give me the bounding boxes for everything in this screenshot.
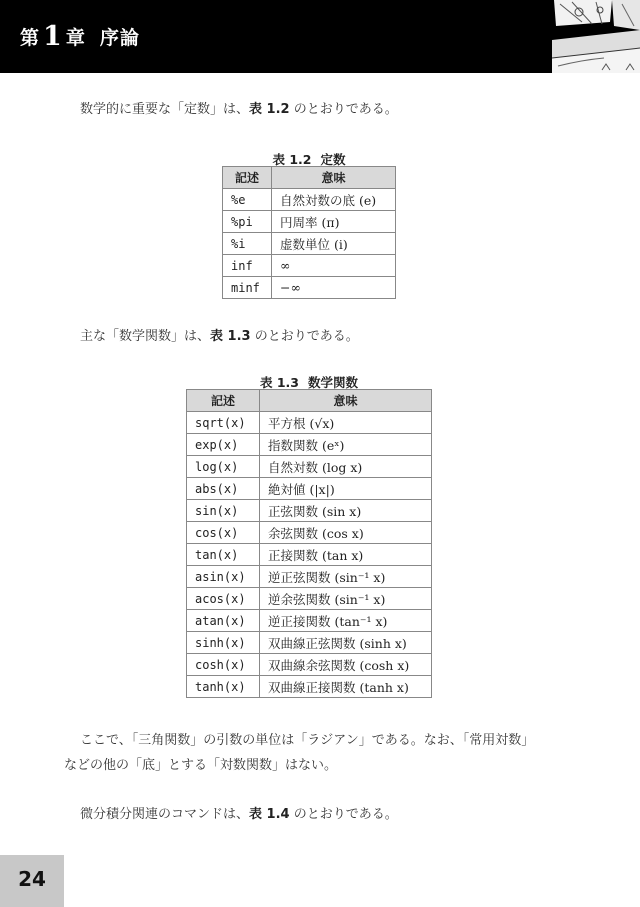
page-number-box (0, 855, 64, 907)
table-row (187, 654, 432, 676)
table-row (187, 522, 432, 544)
code-cell: inf (223, 255, 272, 277)
meaning-cell: 余弦関数 (cos x) (260, 522, 432, 544)
table-row (187, 478, 432, 500)
meaning-cell: 指数関数 (eˣ) (260, 434, 432, 456)
chapter-number: 1 (43, 21, 63, 52)
chapter-name: 序論 (99, 27, 140, 49)
code-cell: asin(x) (187, 566, 260, 588)
code-cell: sin(x) (187, 500, 260, 522)
meaning-cell: 円周率 (π) (272, 211, 396, 233)
paragraph-text: のとおりである。 (289, 807, 398, 822)
meaning-cell: −∞ (272, 277, 396, 299)
paragraph-text: 主な「数学関数」は、 (80, 329, 211, 344)
table-reference: 表 1.2 (249, 102, 290, 117)
meaning-cell: 双曲線正弦関数 (sinh x) (260, 632, 432, 654)
table-row (223, 255, 396, 277)
meaning-cell: 虚数単位 (i) (272, 233, 396, 255)
paragraph-text: 微分積分関連のコマンドは、 (80, 807, 250, 822)
code-cell: tan(x) (187, 544, 260, 566)
table-row (223, 189, 396, 211)
meaning-cell: 逆正弦関数 (sin⁻¹ x) (260, 566, 432, 588)
table-row (187, 434, 432, 456)
table-row (187, 456, 432, 478)
table-row (187, 412, 432, 434)
meaning-cell: 逆正接関数 (tan⁻¹ x) (260, 610, 432, 632)
table-row (187, 632, 432, 654)
code-cell: sinh(x) (187, 632, 260, 654)
code-cell: abs(x) (187, 478, 260, 500)
caption-label: 表 1.3 (259, 375, 299, 390)
code-cell: %i (223, 233, 272, 255)
table-reference: 表 1.4 (249, 807, 290, 822)
chapter-header (0, 0, 640, 73)
column-header: 意味 (272, 167, 396, 189)
code-cell: log(x) (187, 456, 260, 478)
table-row (223, 277, 396, 299)
constants-table (222, 166, 396, 299)
code-cell: minf (223, 277, 272, 299)
table-row (187, 588, 432, 610)
code-cell: tanh(x) (187, 676, 260, 698)
table-row (187, 544, 432, 566)
column-header: 意味 (260, 390, 432, 412)
meaning-cell: 逆余弦関数 (sin⁻¹ x) (260, 588, 432, 610)
meaning-cell: 絶対値 (|x|) (260, 478, 432, 500)
table-row (187, 500, 432, 522)
table-row (223, 233, 396, 255)
paragraph-calculus-intro (80, 806, 398, 824)
meaning-cell: 双曲線余弦関数 (cosh x) (260, 654, 432, 676)
code-cell: cosh(x) (187, 654, 260, 676)
code-cell: sqrt(x) (187, 412, 260, 434)
page-number: 24 (18, 867, 46, 891)
caption-label: 表 1.2 (272, 152, 312, 167)
chapter-suffix: 章 (65, 27, 86, 49)
meaning-cell: 平方根 (√x) (260, 412, 432, 434)
chapter-title (20, 20, 140, 51)
column-header: 記述 (223, 167, 272, 189)
paragraph-text: のとおりである。 (250, 329, 359, 344)
paragraph-constants-intro (80, 101, 398, 119)
meaning-cell: 自然対数 (log x) (260, 456, 432, 478)
table-header-row (223, 167, 396, 189)
caption-title: 数学関数 (307, 375, 358, 390)
code-cell: %e (223, 189, 272, 211)
caption-title: 定数 (320, 152, 346, 167)
table-row (187, 610, 432, 632)
paragraph-text: 数学的に重要な「定数」は、 (80, 102, 250, 117)
code-cell: %pi (223, 211, 272, 233)
code-cell: cos(x) (187, 522, 260, 544)
chapter-prefix: 第 (20, 27, 41, 49)
meaning-cell: ∞ (272, 255, 396, 277)
meaning-cell: 正弦関数 (sin x) (260, 500, 432, 522)
meaning-cell: 双曲線正接関数 (tanh x) (260, 676, 432, 698)
table-row (187, 676, 432, 698)
meaning-cell: 自然対数の底 (e) (272, 189, 396, 211)
paragraph-functions-intro (80, 328, 359, 346)
code-cell: exp(x) (187, 434, 260, 456)
code-cell: acos(x) (187, 588, 260, 610)
code-cell: atan(x) (187, 610, 260, 632)
meaning-cell: 正接関数 (tan x) (260, 544, 432, 566)
column-header: 記述 (187, 390, 260, 412)
table-row (223, 211, 396, 233)
table-row (187, 566, 432, 588)
table-header-row (187, 390, 432, 412)
math-functions-table (186, 389, 432, 698)
paragraph-text: のとおりである。 (289, 102, 398, 117)
paragraph-note-line2: などの他の「底」とする「対数関数」はない。 (64, 758, 338, 773)
paragraph-note-line1: ここで、「三角関数」の引数の単位は「ラジアン」である。なお、「常用対数」 (80, 733, 535, 748)
header-sketch-illustration (552, 0, 640, 73)
table-reference: 表 1.3 (210, 329, 251, 344)
